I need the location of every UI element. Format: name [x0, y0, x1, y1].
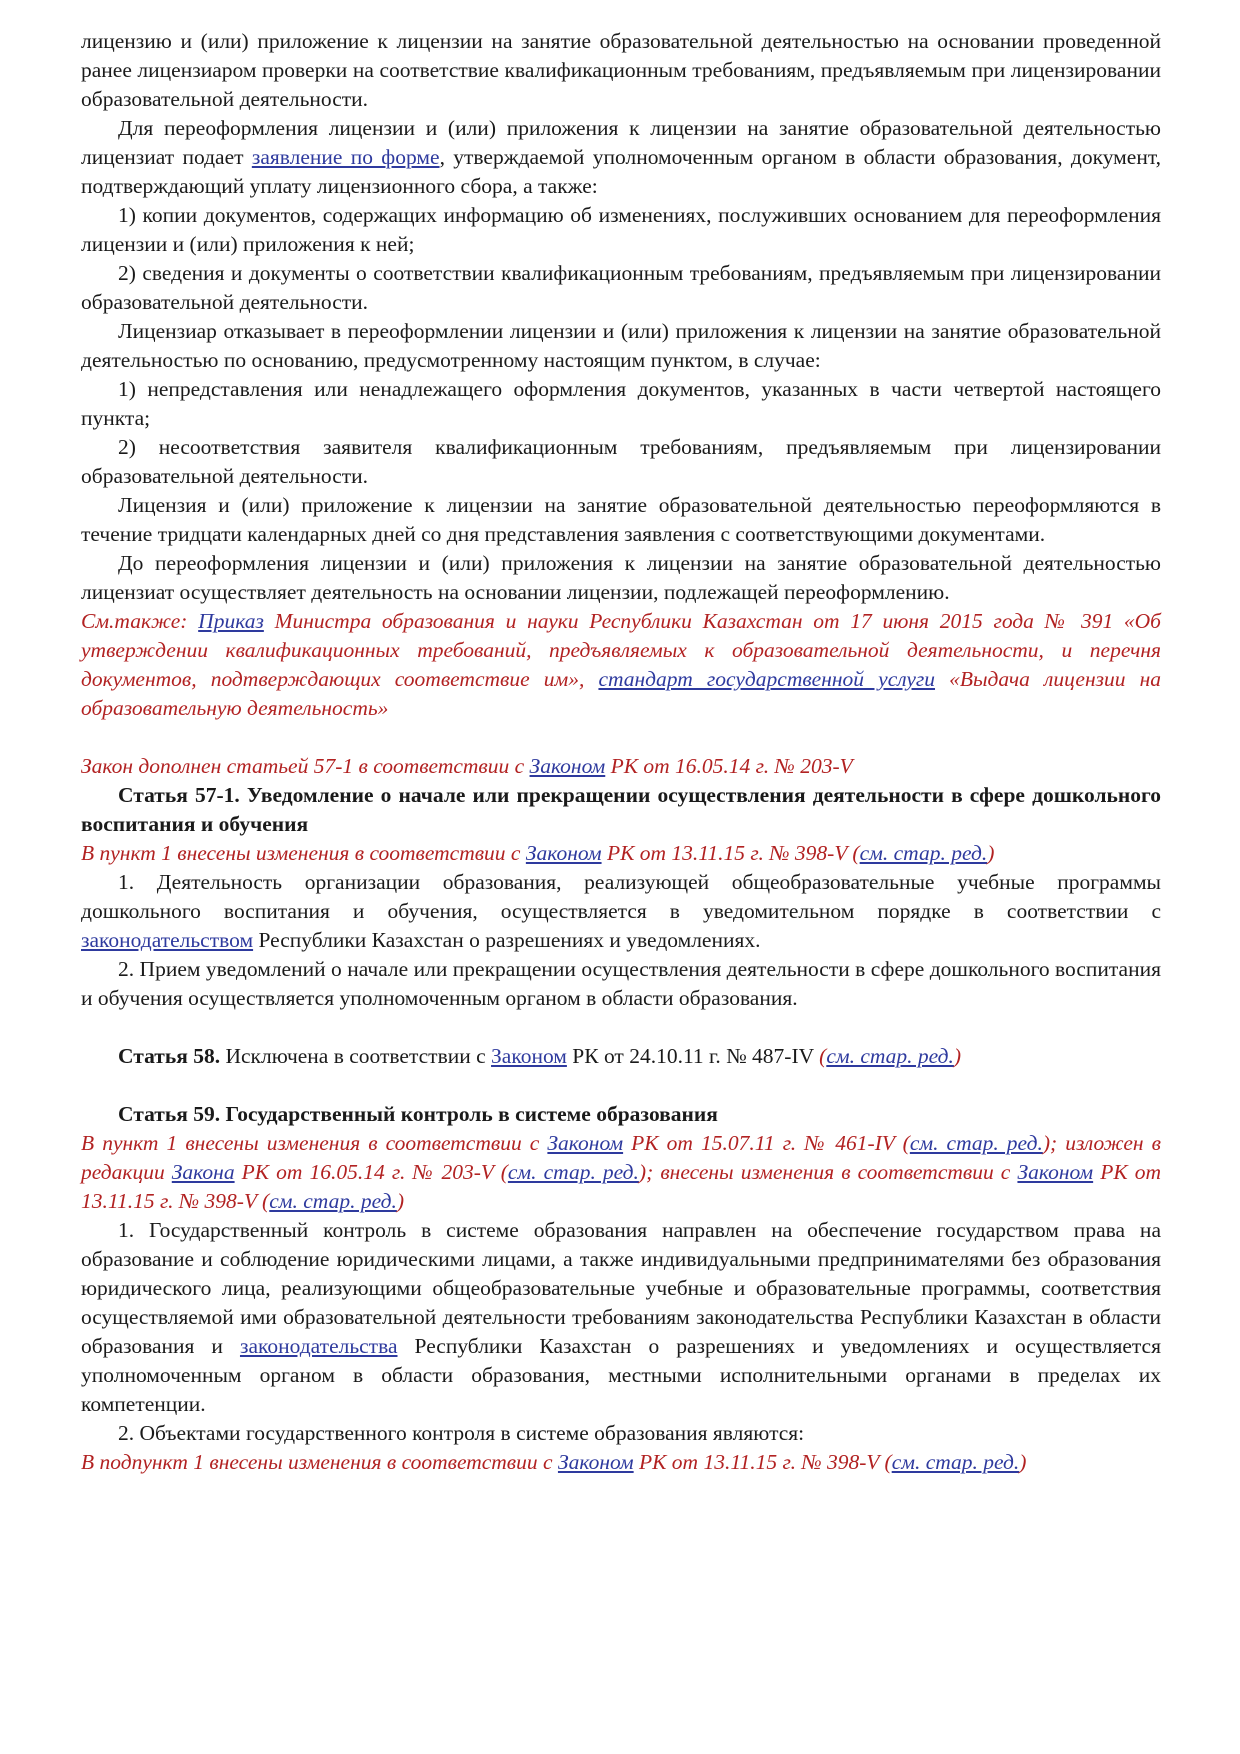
text-run: 2. Объектами государственного контроля в системе образования являются: — [118, 1421, 805, 1445]
paragraph — [81, 868, 1161, 955]
paragraph — [81, 317, 1161, 375]
text-run: ) — [987, 841, 995, 865]
text-run: Исключена в соответствии с — [220, 1044, 492, 1068]
text-run: Статья 59. Государственный контроль в системе образования — [118, 1102, 718, 1126]
text-run: 1) непредставления или ненадлежащего оформления документов, указанных в части четвертой настоящего пункта; — [81, 377, 1161, 430]
section-heading — [81, 781, 1161, 839]
annotation — [81, 839, 1161, 868]
text-run: Лицензия и (или) приложение к лицензии на занятие образовательной деятельностью переоформляются в течение тридцати календарных дней со дня представления заявления с соответствующими документами. — [81, 493, 1161, 546]
section-heading — [81, 1100, 1161, 1129]
paragraph — [81, 1042, 1161, 1071]
paragraph — [81, 259, 1161, 317]
text-run: До переоформления лицензии и (или) приложения к лицензии на занятие образовательной деятельностью лицензиат осуществляет деятельность на основании лицензии, подлежащей переоформлению. — [81, 551, 1161, 604]
text-run: 2) сведения и документы о соответствии квалификационным требованиям, предъявляемым при лицензировании образовательной деятельности. — [81, 261, 1161, 314]
application-form-link[interactable]: заявление по форме — [251, 145, 440, 169]
zakon-link[interactable]: Законом — [529, 754, 606, 778]
see-old-edition-link[interactable]: см. стар. ред. — [826, 1044, 954, 1068]
annotation — [81, 752, 1161, 781]
text-run: Республики Казахстан о разрешениях и уведомлениях и осуществляется уполномоченным органом в области образования, местными исполнительными органами в пределах их компетенции. — [81, 1334, 1161, 1416]
text-run: лицензию и (или) приложение к лицензии на занятие образовательной деятельностью на основании проведенной ранее лицензиаром проверки на соответствие квалификационным требованиям, предъявляемым при лицензировании образовательной деятельности. — [81, 29, 1161, 111]
legislation-link[interactable]: законодательством — [81, 928, 254, 952]
zakon-link[interactable]: Законом — [525, 841, 602, 865]
text-run: РК от 13.11.15 г. № 398-V ( — [633, 1450, 892, 1474]
text-run: ); изложен в редакции — [81, 1131, 1161, 1184]
text-run: Статья 57-1. Уведомление о начале или прекращении осуществления деятельности в сфере дошкольного воспитания и обучения — [81, 783, 1161, 836]
text-run: ) — [1019, 1450, 1027, 1474]
paragraph — [81, 1419, 1161, 1448]
text-run: ) — [953, 1044, 962, 1068]
paragraph — [81, 491, 1161, 549]
text-run: , утверждаемой уполномоченным органом в области образования, документ, подтверждающий уплату лицензионного сбора, а также: — [81, 145, 1161, 198]
zakon-link[interactable]: Законом — [1017, 1160, 1094, 1184]
text-run: РК от 13.11.15 г. № 398-V ( — [81, 1160, 1161, 1213]
legislation-link[interactable]: законодательства — [239, 1334, 398, 1358]
text-run: Республики Казахстан о разрешениях и уведомлениях. — [253, 928, 761, 952]
text-run: В пункт 1 внесены изменения в соответствии с — [81, 841, 526, 865]
zakon-link[interactable]: Законом — [491, 1044, 567, 1068]
text-run: 1. Государственный контроль в системе образования направлен на обеспечение государством права на образование и соблюдение юридическими лицами, а также индивидуальными предпринимателями без образования юридического лица, реализующими общеобразовательные учебные и образовательные программы, соответствия осуществляемой ими образовательной деятельности требованиям законодательства Республики Казахстан в области образования и — [81, 1218, 1161, 1358]
text-run: В подпункт 1 внесены изменения в соответствии с — [81, 1450, 558, 1474]
text-run: ); внесены изменения в соответствии с — [638, 1160, 1018, 1184]
text-run: В пункт 1 внесены изменения в соответствии с — [81, 1131, 548, 1155]
text-run: Статья 58. — [118, 1044, 221, 1068]
text-run: Закон дополнен статьей 57-1 в соответствии с — [81, 754, 530, 778]
zakon-link[interactable]: Законом — [547, 1131, 624, 1155]
paragraph — [81, 955, 1161, 1013]
text-run: См.также: — [81, 609, 199, 633]
paragraph-spacer — [81, 1071, 1161, 1100]
service-standard-link[interactable]: стандарт государственной услуги — [598, 667, 936, 691]
text-run: РК от 13.11.15 г. № 398-V ( — [601, 841, 860, 865]
zakon-link[interactable]: Закона — [171, 1160, 235, 1184]
text-run: ) — [396, 1189, 405, 1213]
paragraph — [81, 114, 1161, 201]
annotation — [81, 1448, 1161, 1477]
paragraph — [81, 1216, 1161, 1419]
paragraph-spacer — [81, 723, 1161, 752]
annotation — [81, 607, 1161, 723]
see-old-edition-link[interactable]: см. стар. ред. — [507, 1160, 639, 1184]
paragraph — [81, 201, 1161, 259]
text-run: 2. Прием уведомлений о начале или прекращении осуществления деятельности в сфере дошкольного воспитания и обучения осуществляется уполномоченным органом в области образования. — [81, 957, 1161, 1010]
text-run: Лицензиар отказывает в переоформлении лицензии и (или) приложения к лицензии на занятие образовательной деятельностью по основанию, предусмотренному настоящим пунктом, в случае: — [81, 319, 1161, 372]
paragraph — [81, 433, 1161, 491]
paragraph — [81, 27, 1161, 114]
see-old-edition-link[interactable]: см. стар. ред. — [891, 1450, 1020, 1474]
annotation — [81, 1129, 1161, 1216]
paragraph — [81, 549, 1161, 607]
text-run: РК от 16.05.14 г. № 203-V ( — [234, 1160, 508, 1184]
text-run: Для переоформления лицензии и (или) приложения к лицензии на занятие образовательной деятельностью лицензиат подает — [81, 116, 1161, 169]
text-run: ( — [819, 1044, 827, 1068]
prikaz-link[interactable]: Приказ — [198, 609, 264, 633]
text-run: РК от 16.05.14 г. № 203-V — [605, 754, 853, 778]
text-run: РК от 15.07.11 г. № 461-IV ( — [623, 1131, 910, 1155]
paragraph — [81, 375, 1161, 433]
text-run: РК от 24.10.11 г. № 487-IV — [566, 1044, 820, 1068]
text-run: «Выдача лицензии на образовательную деятельность» — [81, 667, 1162, 720]
text-run: Министра образования и науки Республики Казахстан от 17 июня 2015 года № 391 «Об утверждении квалификационных требований, предъявляемых к образовательной деятельности, и перечня документов, подтверждающих соответствие им», — [81, 609, 1161, 691]
text-run: 2) несоответствия заявителя квалификационным требованиям, предъявляемым при лицензировании образовательной деятельности. — [81, 435, 1161, 488]
see-old-edition-link[interactable]: см. стар. ред. — [269, 1189, 397, 1213]
text-run: 1. Деятельность организации образования, реализующей общеобразовательные учебные программы дошкольного воспитания и обучения, осуществляется в уведомительном порядке в соответствии с — [81, 870, 1161, 923]
document-body — [81, 27, 1161, 1477]
paragraph-spacer — [81, 1013, 1161, 1042]
zakon-link[interactable]: Законом — [557, 1450, 634, 1474]
see-old-edition-link[interactable]: см. стар. ред. — [909, 1131, 1043, 1155]
see-old-edition-link[interactable]: см. стар. ред. — [859, 841, 988, 865]
text-run: 1) копии документов, содержащих информацию об изменениях, послуживших основанием для переоформления лицензии и (или) приложения к ней; — [81, 203, 1161, 256]
